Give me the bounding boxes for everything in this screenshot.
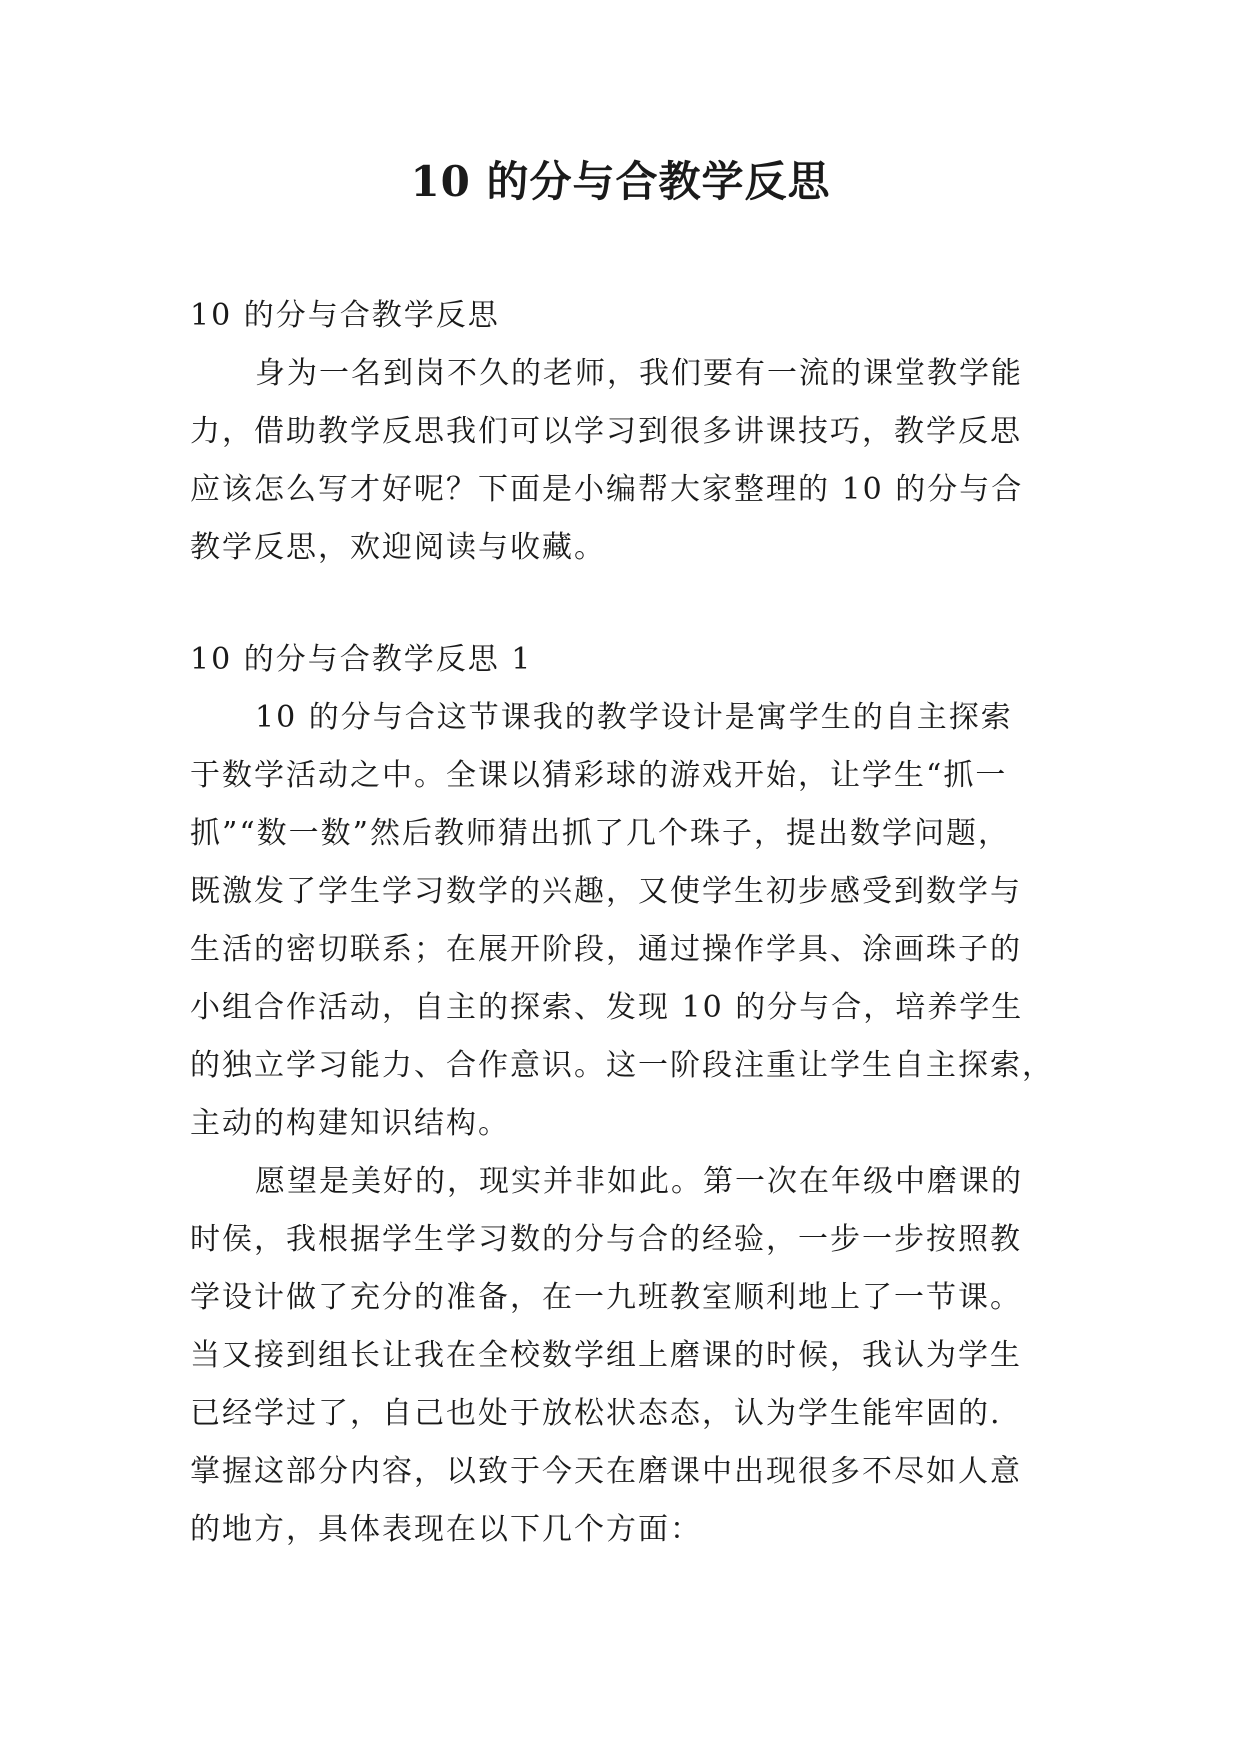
paragraph-line: 于数学活动之中。全课以猜彩球的游戏开始，让学生“抓一 bbox=[190, 758, 1008, 793]
paragraph-line: 的独立学习能力、合作意识。这一阶段注重让学生自主探索， bbox=[190, 1048, 1054, 1083]
paragraph-line: 愿望是美好的，现实并非如此。第一次在年级中磨课的 bbox=[255, 1164, 1023, 1199]
paragraph-line: 力，借助教学反思我们可以学习到很多讲课技巧，教学反思 bbox=[190, 414, 1022, 449]
paragraph-line: 时侯，我根据学生学习数的分与合的经验，一步一步按照教 bbox=[190, 1222, 1022, 1257]
paragraph-line: 掌握这部分内容，以致于今天在磨课中出现很多不尽如人意 bbox=[190, 1454, 1022, 1489]
subheading-section-1: 10 的分与合教学反思 1 bbox=[190, 642, 533, 677]
paragraph-line: 当又接到组长让我在全校数学组上磨课的时候，我认为学生 bbox=[190, 1338, 1022, 1373]
paragraph-line: 教学反思，欢迎阅读与收藏。 bbox=[190, 530, 606, 565]
paragraph-line: 生活的密切联系；在展开阶段，通过操作学具、涂画珠子的 bbox=[190, 932, 1022, 967]
paragraph-line: 身为一名到岗不久的老师，我们要有一流的课堂教学能 bbox=[255, 356, 1023, 391]
subheading-intro: 10 的分与合教学反思 bbox=[190, 298, 500, 333]
paragraph-line: 的地方，具体表现在以下几个方面： bbox=[190, 1512, 702, 1547]
paragraph-line: 学设计做了充分的准备，在一九班教室顺利地上了一节课。 bbox=[190, 1280, 1022, 1315]
paragraph-line: 已经学过了，自己也处于放松状态态，认为学生能牢固的. bbox=[190, 1396, 1002, 1431]
paragraph-line: 应该怎么写才好呢？下面是小编帮大家整理的 10 的分与合 bbox=[190, 472, 1024, 507]
paragraph-line: 小组合作活动，自主的探索、发现 10 的分与合，培养学生 bbox=[190, 990, 1024, 1025]
paragraph-line: 主动的构建知识结构。 bbox=[190, 1106, 510, 1141]
paragraph-line: 抓”“数一数”然后教师猜出抓了几个珠子，提出数学问题， bbox=[190, 816, 1011, 851]
document-title: 10 的分与合教学反思 bbox=[410, 157, 831, 206]
paragraph-line: 10 的分与合这节课我的教学设计是寓学生的自主探索 bbox=[255, 700, 1013, 735]
paragraph-line: 既激发了学生学习数学的兴趣，又使学生初步感受到数学与 bbox=[190, 874, 1022, 909]
